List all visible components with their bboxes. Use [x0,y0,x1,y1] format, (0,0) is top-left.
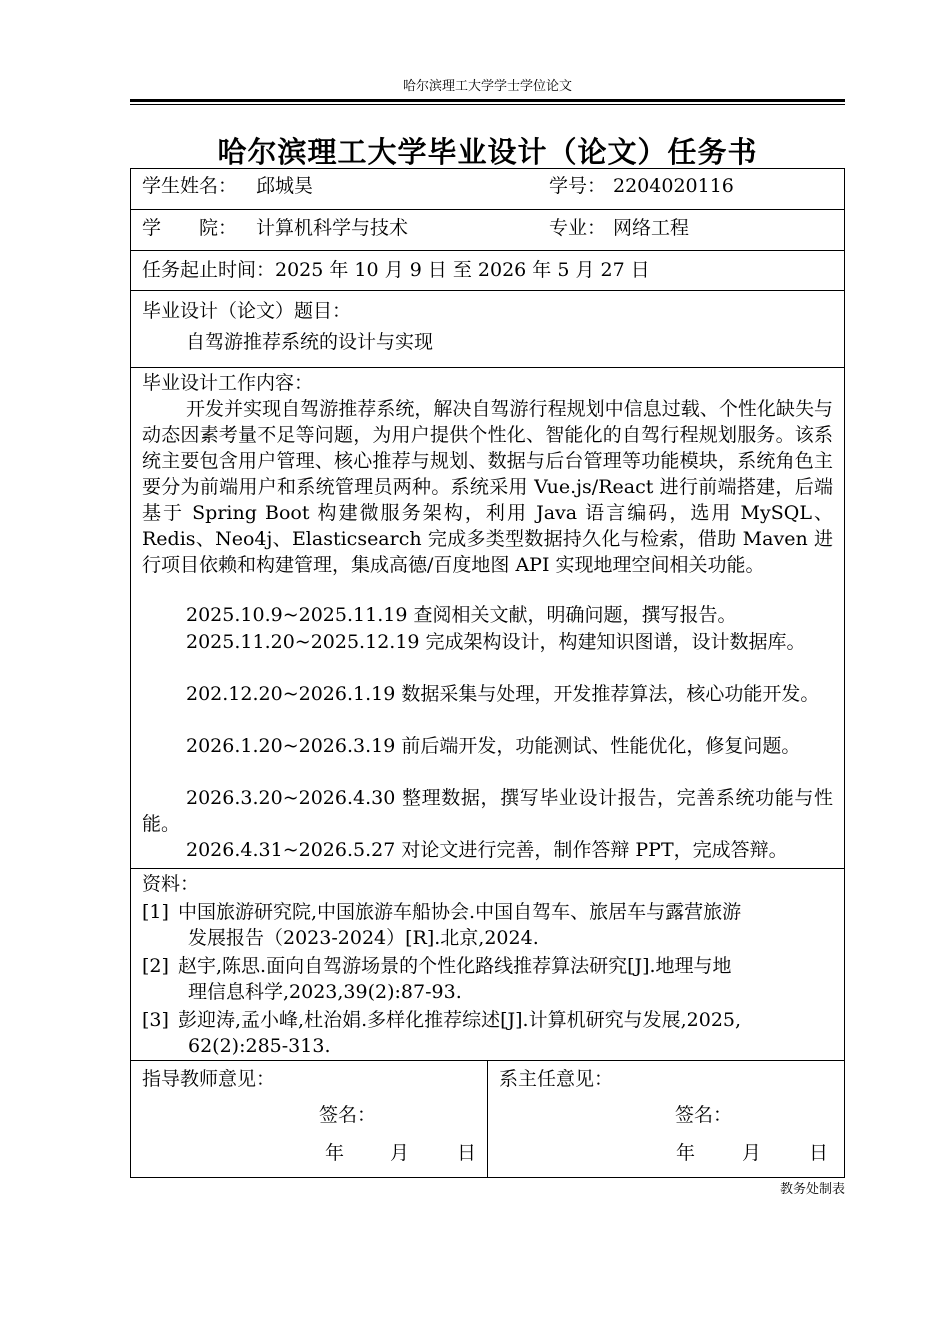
header-rule-thick [130,99,845,102]
student-id: 2204020116 [613,175,734,197]
reference-item: [1] 中国旅游研究院,中国旅游车船协会.中国自驾车、旅居车与露营旅游 发展报告（2023-2024）[R].北京,2024. [142,901,742,949]
advisor-sign-label: 签名： [319,1104,377,1126]
student-name: 邱城昊 [256,175,314,197]
content-label: 毕业设计工作内容： [142,372,314,394]
reference-item: [3] 彭迎涛,孟小峰,杜治娟.多样化推荐综述[J].计算机研究与发展,2025, 62(2):285-313. [142,1009,742,1057]
head-sign-label: 签名： [675,1104,733,1126]
opinion-divider [487,1061,488,1177]
row-references [131,869,844,1061]
major: 网络工程 [613,217,690,239]
reference-item: [2] 赵宇,陈思.面向自驾游场景的个性化路线推荐算法研究[J].地理与地 理信息科学,2023,39(2):87-93. [142,955,732,1003]
student-name-label: 学生姓名： [142,175,238,197]
running-header: 哈尔滨理工大学学士学位论文 [402,79,572,94]
row-opinions [131,1061,844,1177]
schedule-item: 202.12.20~2026.1.19 数据采集与处理，开发推荐算法，核心功能开发。 [186,683,820,705]
task-table [130,168,845,1178]
head-opinion-label: 系主任意见： [499,1068,614,1090]
college: 计算机科学与技术 [256,217,409,239]
topic-value: 自驾游推荐系统的设计与实现 [186,331,434,353]
document-title: 哈尔滨理工大学毕业设计（论文）任务书 [217,135,758,169]
schedule-item: 2026.3.20~2026.4.30 整理数据，撰写毕业设计报告，完善系统功能与性能。 [142,787,833,835]
row-period [131,251,844,291]
advisor-opinion-label: 指导教师意见： [142,1068,276,1090]
header-rule-thin [130,104,845,105]
content-intro: 开发并实现自驾游推荐系统，解决自驾游行程规划中信息过载、个性化缺失与动态因素考量不足等问题，为用户提供个性化、智能化的自驾行程规划服务。该系统主要包含用户管理、核心推荐与规划、数据与后台管理等功能模块，系统角色主要分为前端用户和系统管理员两种。系统采用 Vue.js/React 进行前端搭建，后端基于 Spring Boot 构建微服务架构，利用 Java 语言编码，选用 MySQL、Redis、Neo4j、Elasticsearch 完成多类型数据持久化与检索，借助 Maven 进行项目依赖和构建管理，集成高德/百度地图 API 实现地理空间相关功能。 [142,398,833,576]
head-year: 年 [676,1142,696,1164]
schedule-item: 2025.11.20~2025.12.19 完成架构设计，构建知识图谱，设计数据库。 [186,631,806,653]
task-period: 任务起止时间：2025 年 10 月 9 日 至 2026 年 5 月 27 日 [142,259,650,281]
advisor-day: 日 [457,1142,477,1164]
student-id-label: 学号： [549,175,607,197]
schedule-item: 2026.4.31~2026.5.27 对论文进行完善，制作答辩 PPT，完成答辩。 [186,839,788,861]
advisor-year: 年 [325,1142,345,1164]
schedule-item: 2025.10.9~2025.11.19 查阅相关文献，明确问题，撰写报告。 [186,604,737,626]
head-month: 月 [742,1142,762,1164]
footer-note: 教务处制表 [779,1182,845,1197]
schedule-item: 2026.1.20~2026.3.19 前后端开发，功能测试、性能优化，修复问题。 [186,735,801,757]
advisor-month: 月 [390,1142,410,1164]
row-school [131,210,844,251]
college-label: 学 院： [142,217,238,239]
row-student [131,169,844,210]
row-topic [131,291,844,368]
topic-label: 毕业设计（论文）题目： [142,300,352,322]
head-day: 日 [809,1142,829,1164]
row-content [131,368,844,869]
major-label: 专业： [549,217,607,239]
references-label: 资料： [142,873,200,895]
